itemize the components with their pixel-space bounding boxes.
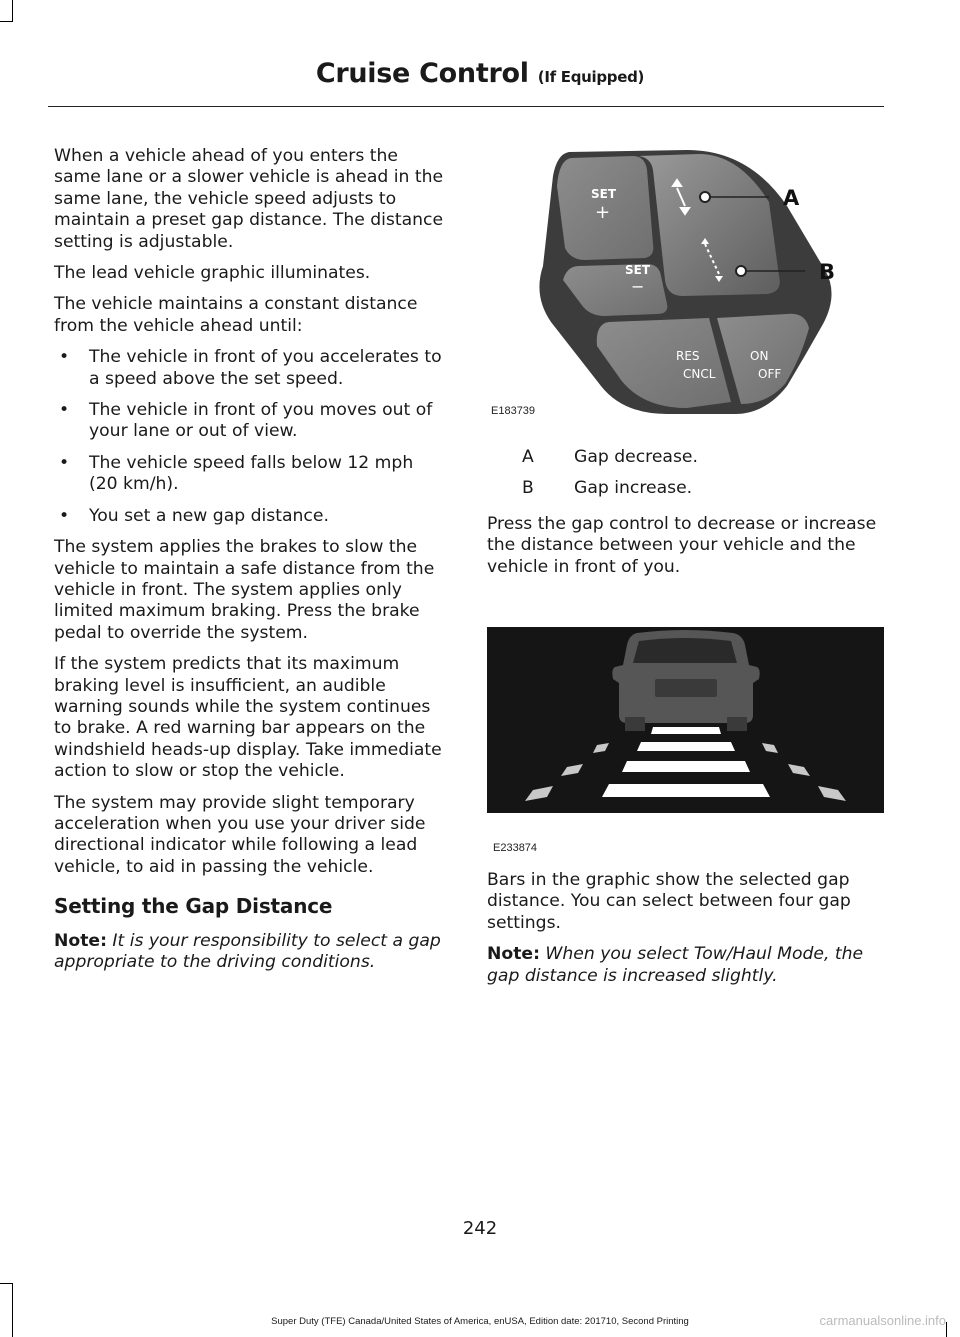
set-minus-label: SET [625,263,651,277]
paragraph: The system may provide slight temporary acceleration when you use your driver side directional indicator while following a lead vehicle, to aid in passing the vehicle. [54,792,426,877]
paragraph: When a vehicle ahead of you enters the same lane or a slower vehicle is ahead in the same lane, the vehicle speed adjusts to maintain a preset gap distance. The distance setting is adjustable. [54,146,444,252]
note [487,944,879,987]
plus-label: + [595,202,611,223]
crop-mark [0,1283,13,1284]
legend-row [487,441,698,472]
legend-row [487,472,698,503]
paragraph: The lead vehicle graphic illuminates. [54,263,371,284]
off-label: OFF [758,367,782,381]
cncl-label: CNCL [683,367,716,381]
paragraph: Press the gap control to decrease or increase the distance between your vehicle and the vehicle in front of you. [487,514,877,577]
gap-bar-1 [651,727,721,734]
page-title: Cruise Control [315,58,529,89]
right-column-bottom [487,870,879,997]
paragraph: If the system predicts that its maximum braking level is insufficient, an audible warning sounds while the system continues to brake. A red warning bar appears on the windshield heads-up display. Take immediate action to slow or stop the vehicle. [54,654,442,782]
gap-bar-3 [622,761,750,772]
res-label: RES [676,349,700,363]
edition-line: Super Duty (TFE) Canada/United States of America, enUSA, Edition date: 201710, Second Printing [271,1316,689,1327]
on-label: ON [750,349,769,363]
legend-text: Gap increase. [574,477,693,498]
note-label: Note: [487,944,540,965]
note-label: Note: [54,930,107,951]
crop-mark [12,1283,13,1337]
set-plus-label: SET [591,187,617,201]
lead-vehicle-icon [612,630,759,731]
legend-key: B [522,477,534,498]
list-item: • You set a new gap distance. [59,505,329,526]
left-column [54,146,446,983]
note-text: When you select Tow/Haul Mode, the gap distance is increased slightly. [487,944,864,986]
crop-mark [0,21,13,22]
condition-list [54,347,446,527]
figure-code: E233874 [493,842,538,854]
gap-distance-display-figure [487,627,884,859]
list-item: • The vehicle in front of you accelerates to a speed above the set speed. [59,347,442,389]
right-column-top [487,514,879,588]
paragraph: Bars in the graphic show the selected gap distance. You can select between four gap settings. [487,870,851,933]
paragraph: The vehicle maintains a constant distance from the vehicle ahead until: [54,294,418,336]
callout-a: A [783,186,800,210]
list-item: • The vehicle in front of you moves out of your lane or out of view. [59,400,433,442]
bullet-icon: • [59,400,70,421]
callout-dot-a [700,192,710,202]
minus-label: − [631,277,645,296]
bullet-icon: • [59,452,70,473]
list-item: • The vehicle speed falls below 12 mph (20 km/h). [59,452,414,495]
section-heading: Setting the Gap Distance [54,894,333,919]
paragraph: The system applies the brakes to slow the vehicle to maintain a safe distance from the vehicle in front. The system applies only limited maximum braking. Press the brake pedal to override the system. [54,537,435,643]
bullet-icon: • [59,505,70,526]
crop-mark [12,0,13,22]
note-text: It is your responsibility to select a gap appropriate to the driving conditions. [54,930,441,972]
legend-text: Gap decrease. [574,446,698,467]
bullet-icon: • [59,347,70,368]
note [54,931,446,974]
gap-bar-2 [637,742,735,751]
cruise-control-buttons-figure [487,146,884,426]
page-number: 242 [462,1218,498,1239]
page-subtitle: (If Equipped) [537,68,645,86]
gap-bar-4 [602,784,770,797]
legend-key: A [522,446,534,467]
callout-dot-b [736,266,746,276]
figure-code: E183739 [491,405,536,417]
page-header [0,58,960,89]
header-rule [48,106,884,107]
callout-b: B [819,260,836,284]
figure-legend [487,441,698,503]
watermark: carmanualsonline.info [819,1313,946,1328]
